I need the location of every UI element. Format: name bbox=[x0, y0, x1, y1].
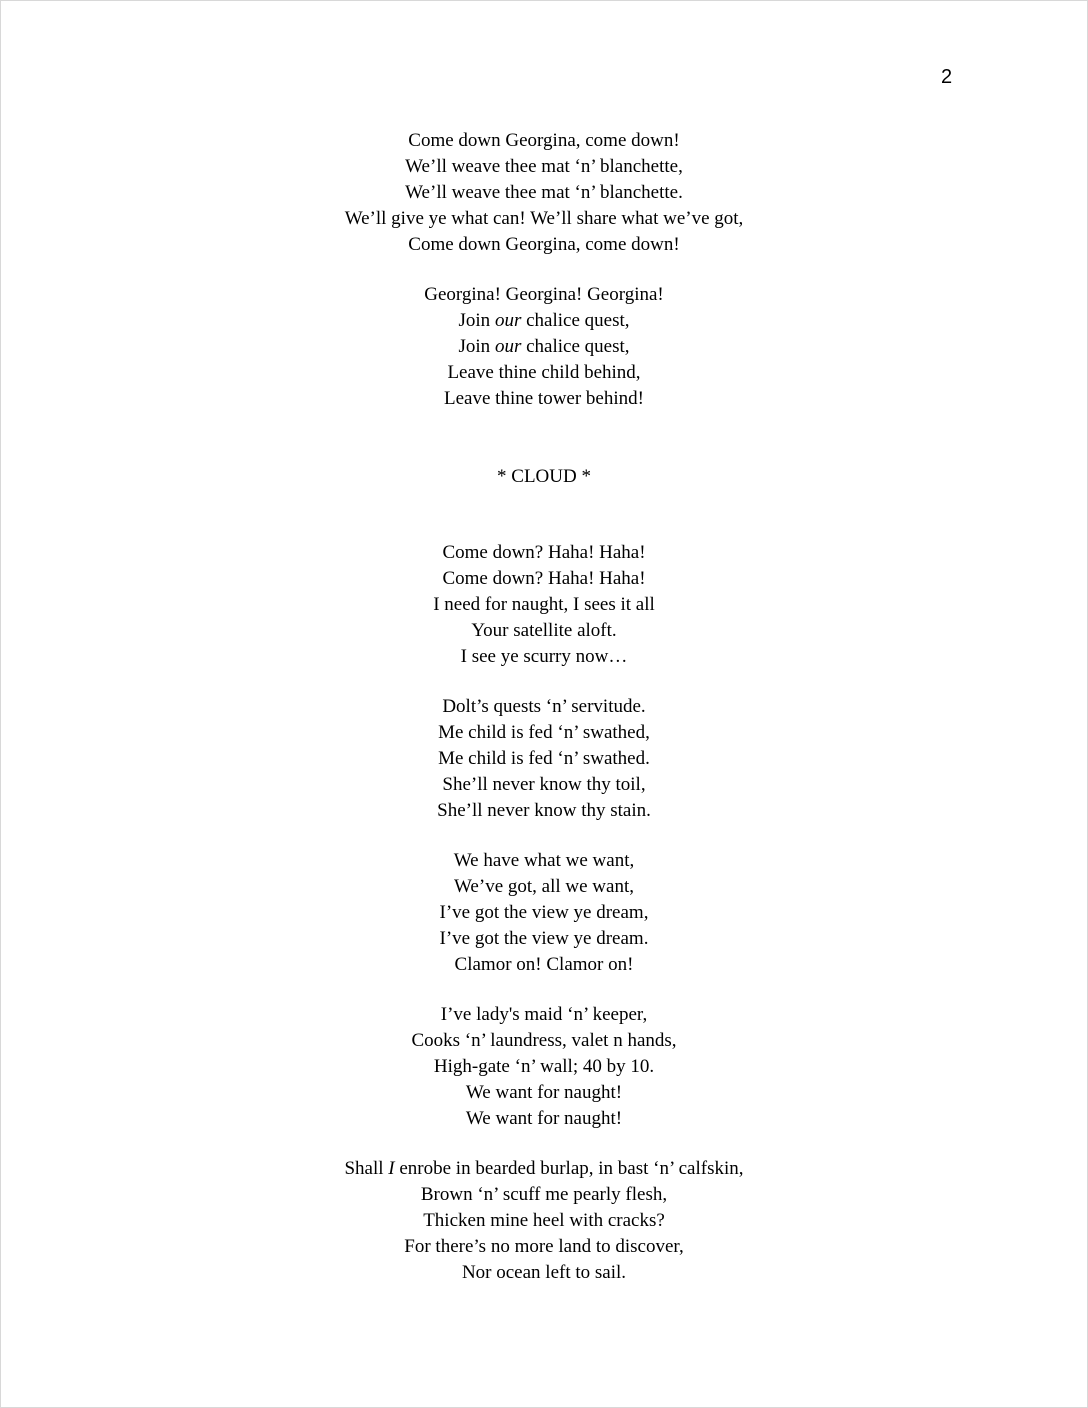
poem-line: Come down? Haha! Haha! bbox=[442, 542, 646, 563]
stanza-6 bbox=[1, 1002, 1087, 1132]
poem-line: We have what we want, bbox=[453, 850, 635, 871]
emphasis-word: our bbox=[494, 336, 522, 357]
poem-line: She’ll never know thy stain. bbox=[437, 800, 651, 821]
stanza-2 bbox=[1, 282, 1087, 412]
poem-line: Brown ‘n’ scuff me pearly flesh, bbox=[420, 1184, 668, 1205]
poem-body bbox=[1, 128, 1087, 1310]
line-text: Join bbox=[458, 336, 495, 357]
stanza-7 bbox=[1, 1156, 1087, 1286]
stanza-3 bbox=[1, 540, 1087, 670]
line-text: Shall bbox=[344, 1158, 389, 1179]
poem-line: Clamor on! Clamor on! bbox=[454, 954, 634, 975]
poem-line: Leave thine child behind, bbox=[447, 362, 641, 383]
stanza-1 bbox=[1, 128, 1087, 258]
poem-line: Come down? Haha! Haha! bbox=[442, 568, 646, 589]
poem-line bbox=[1, 1156, 1087, 1182]
poem-line: I’ve got the view ye dream, bbox=[439, 902, 649, 923]
poem-line: We’ll weave thee mat ‘n’ blanchette. bbox=[405, 182, 683, 203]
poem-line: She’ll never know thy toil, bbox=[442, 774, 646, 795]
poem-line: I see ye scurry now… bbox=[460, 646, 628, 667]
poem-line: We’ve got, all we want, bbox=[454, 876, 634, 897]
poem-line bbox=[1, 334, 1087, 360]
stanza-5 bbox=[1, 848, 1087, 978]
emphasis-word: our bbox=[494, 310, 522, 331]
poem-line: For there’s no more land to discover, bbox=[404, 1236, 684, 1257]
poem-line: Dolt’s quests ‘n’ servitude. bbox=[442, 696, 646, 717]
poem-line: I need for naught, I sees it all bbox=[433, 594, 655, 615]
page-number: 2 bbox=[941, 66, 953, 88]
poem-line: I’ve lady's maid ‘n’ keeper, bbox=[440, 1004, 648, 1025]
poem-line: We want for naught! bbox=[465, 1108, 623, 1129]
poem-line: Your satellite aloft. bbox=[471, 620, 617, 641]
poem-line bbox=[1, 308, 1087, 334]
poem-line: We’ll weave thee mat ‘n’ blanchette, bbox=[405, 156, 683, 177]
poem-line: Nor ocean left to sail. bbox=[461, 1262, 627, 1283]
poem-line: Thicken mine heel with cracks? bbox=[423, 1210, 665, 1231]
emphasis-word: I bbox=[388, 1158, 395, 1179]
poem-line: I’ve got the view ye dream. bbox=[439, 928, 649, 949]
line-text: Join bbox=[458, 310, 495, 331]
poem-line: Me child is fed ‘n’ swathed, bbox=[438, 722, 650, 743]
line-text: enrobe in bearded burlap, in bast ‘n’ calfskin, bbox=[394, 1158, 744, 1179]
poem-line: Come down Georgina, come down! bbox=[408, 130, 680, 151]
poem-line: Georgina! Georgina! Georgina! bbox=[424, 284, 664, 305]
poem-line: High-gate ‘n’ wall; 40 by 10. bbox=[433, 1056, 655, 1077]
poem-line: We’ll give ye what can! We’ll share what we’ve got, bbox=[344, 208, 744, 229]
poem-line: Cooks ‘n’ laundress, valet n hands, bbox=[411, 1030, 677, 1051]
poem-line: Leave thine tower behind! bbox=[444, 388, 644, 409]
section-heading: * CLOUD * bbox=[497, 466, 591, 487]
line-text: chalice quest, bbox=[521, 336, 630, 357]
line-text: chalice quest, bbox=[521, 310, 630, 331]
poem-line: Me child is fed ‘n’ swathed. bbox=[438, 748, 650, 769]
stanza-4 bbox=[1, 694, 1087, 824]
poem-line: We want for naught! bbox=[465, 1082, 623, 1103]
poem-line: Come down Georgina, come down! bbox=[408, 234, 680, 255]
